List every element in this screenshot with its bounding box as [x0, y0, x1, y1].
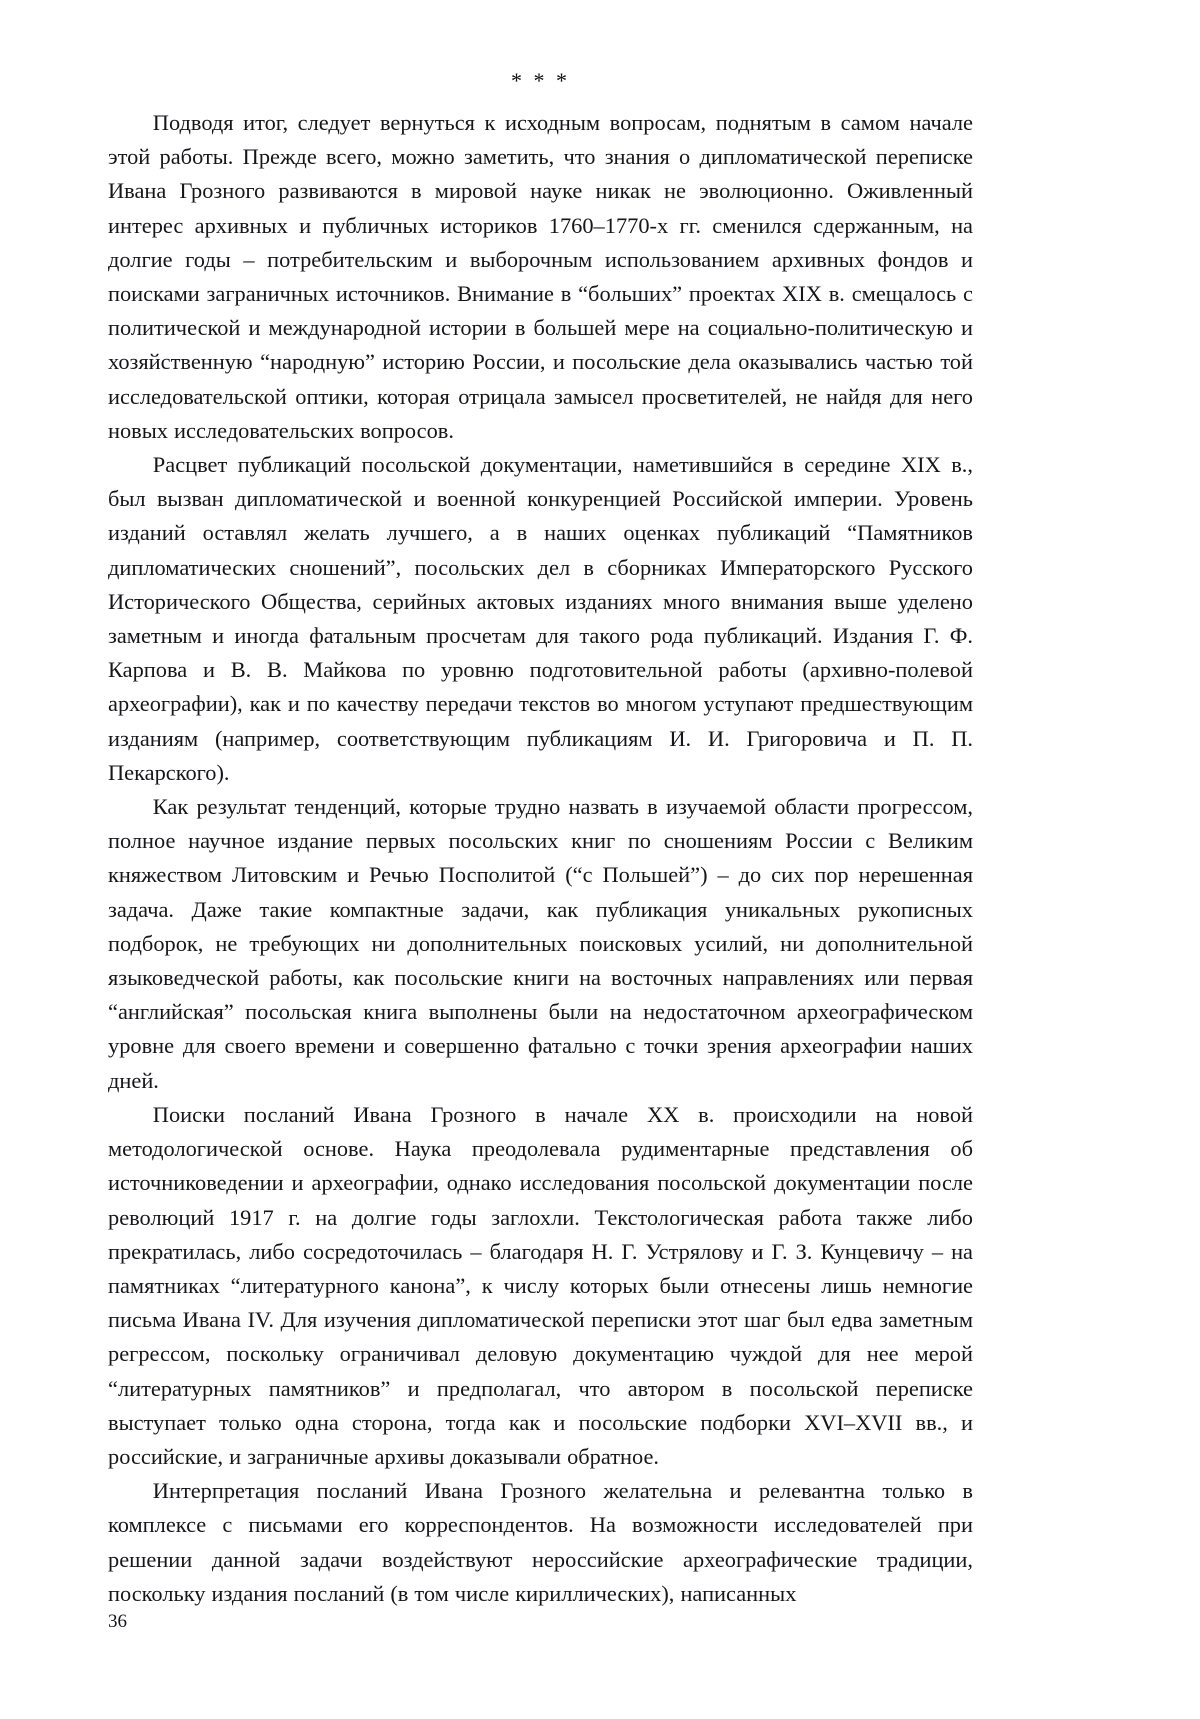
section-ornament: * * *: [511, 68, 570, 93]
page-body: [108, 70, 973, 1611]
paragraph-4: Поиски посланий Ивана Грозного в начале XX в. происходили на новой методологической основе. Наука преодолевала рудиментарные представления об источниковедении и археографии, однако исследования посольской документации после революций 1917 г. на долгие годы заглохли. Текстологическая работа также либо прекратилась, либо сосредоточилась – благодаря Н. Г. Устрялову и Г. З. Кунцевичу – на памятниках “литературного канона”, к числу которых были отнесены лишь немногие письма Ивана IV. Для изучения дипломатической переписки этот шаг был едва заметным регрессом, поскольку ограничивал деловую документацию чуждой для нее мерой “литературных памятников” и предполагал, что автором в посольской переписке выступает только одна сторона, тогда как и посольские подборки XVI–XVII вв., и российские, и заграничные архивы доказывали обратное.: [108, 1101, 973, 1469]
paragraph-3: Как результат тенденций, которые трудно назвать в изучаемой области прогрессом, полное научное издание первых посольских книг по сношениям России с Великим княжеством Литовским и Речью Посполитой (“с Польшей”) – до сих пор нерешенная задача. Даже такие компактные задачи, как публикация уникальных рукописных подборок, не требующих ни дополнительных поисковых усилий, ни дополнительной языковедческой работы, как посольские книги на восточных направлениях или первая “английская” посольская книга выполнены были на недостаточном археографическом уровне для своего времени и совершенно фатально с точки зрения археографии наших дней.: [108, 794, 973, 1093]
paragraph-1: Подводя итог, следует вернуться к исходным вопросам, поднятым в самом начале этой работы. Прежде всего, можно заметить, что знания о дипломатической переписке Ивана Грозного развиваются в мировой науке никак не эволюционно. Оживленный интерес архивных и публичных историков 1760–1770-х гг. сменился сдержанным, на долгие годы – потребительским и выборочным использованием архивных фондов и поисками заграничных источников. Внимание в “больших” проектах XIX в. смещалось с политической и международной истории в большей мере на социально-политическую и хозяйственную “народную” историю России, и посольские дела оказывались частью той исследовательской оптики, которая отрицала замысел просветителей, не найдя для него новых исследовательских вопросов.: [108, 110, 973, 443]
page-number: 36: [108, 1611, 127, 1632]
paragraph-5: Интерпретация посланий Ивана Грозного желательна и релевантна только в комплексе с письмами его корреспондентов. На возможности исследователей при решении данной задачи воздействуют нероссийские археографические традиции, поскольку издания посланий (в том числе кириллических), написанных: [108, 1478, 973, 1606]
paragraph-2: Расцвет публикаций посольской документации, наметившийся в середине XIX в., был вызван дипломатической и военной конкуренцией Российской империи. Уровень изданий оставлял желать лучшего, а в наших оценках публикаций “Памятников дипломатических сношений”, посольских дел в сборниках Императорского Русского Исторического Общества, серийных актовых изданиях много внимания выше уделено заметным и иногда фатальным просчетам для такого рода публикаций. Издания Г. Ф. Карпова и В. В. Майкова по уровню подготовительной работы (архивно-полевой археографии), как и по качеству передачи текстов во многом уступают предшествующим изданиям (например, соответствующим публикациям И. И. Григоровича и П. П. Пекарского).: [108, 452, 973, 785]
